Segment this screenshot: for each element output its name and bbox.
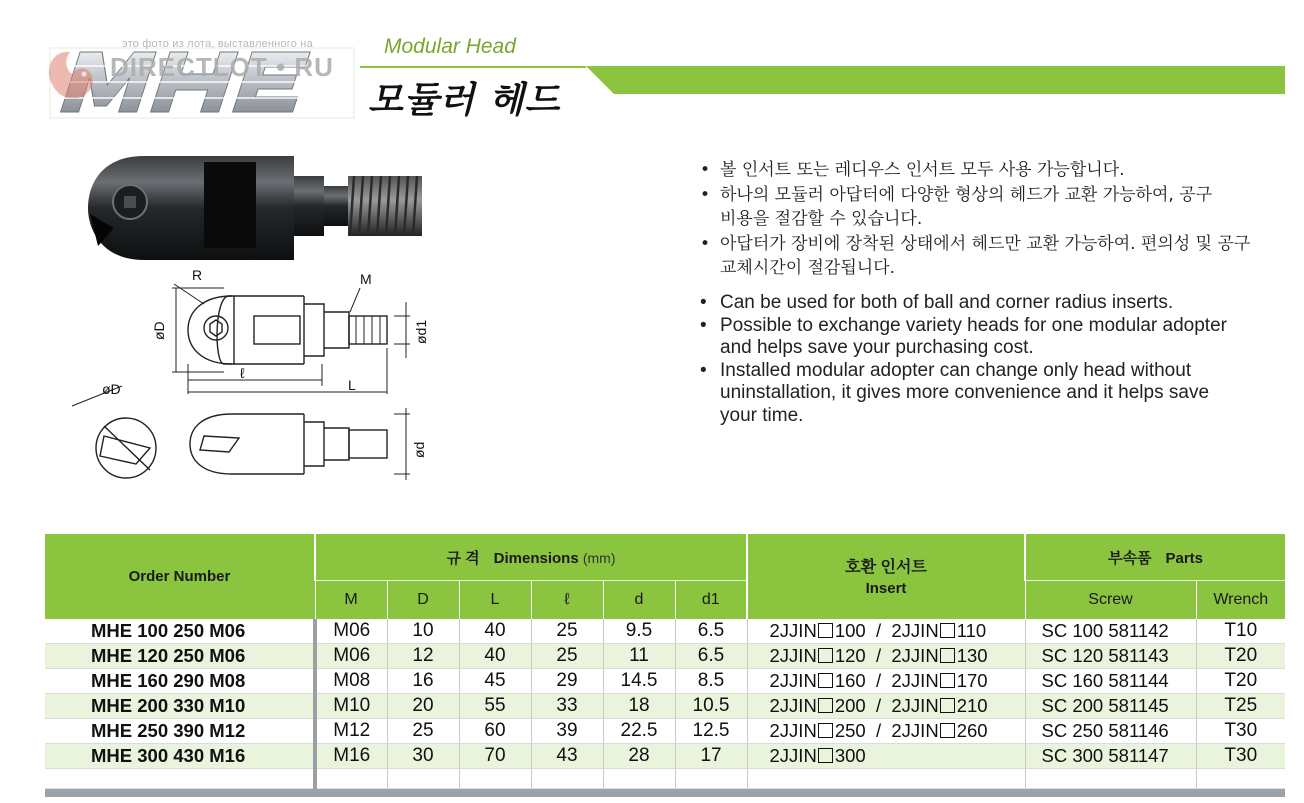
col-wrench-header: Wrench — [1196, 581, 1285, 619]
cell-l: 43 — [531, 744, 603, 769]
page-title: 모듈러 헤드 — [368, 80, 561, 121]
cell-order-number: MHE 200 330 M10 — [45, 694, 315, 719]
table-row — [45, 619, 1285, 644]
table-row-blank — [45, 769, 1285, 789]
insert-a-code: 300 — [834, 745, 866, 766]
cell-order-number: MHE 250 390 M12 — [45, 719, 315, 744]
insert-a-name: 2JJIN — [769, 670, 817, 691]
cell-d1: 6.5 — [675, 619, 747, 644]
insert-placeholder-box-icon — [940, 623, 955, 638]
insert-b-name: 2JJIN — [891, 695, 939, 716]
cell-d: 20 — [387, 694, 459, 719]
col-d-header: D — [387, 581, 459, 619]
col-small-d-header: d — [603, 581, 675, 619]
insert-placeholder-box-icon — [940, 673, 955, 688]
table-row — [45, 694, 1285, 719]
table-row — [45, 719, 1285, 744]
col-l-header: ℓ — [531, 581, 603, 619]
cell-insert — [747, 644, 1025, 669]
label-dia-d: øD — [151, 321, 167, 340]
cell-d: 12 — [387, 644, 459, 669]
cell-small-d: 28 — [603, 744, 675, 769]
spec-table — [45, 533, 1285, 789]
cell-order-number: MHE 160 290 M08 — [45, 669, 315, 694]
insert-header — [747, 534, 1025, 619]
cell-l: 25 — [531, 619, 603, 644]
cell-l: 29 — [531, 669, 603, 694]
label-dia-d1: ød1 — [413, 319, 429, 344]
insert-separator: / — [875, 695, 882, 716]
cell-wrench: T30 — [1196, 744, 1285, 769]
feature-en-1: • Can be used for both of ball and corner radius inserts. — [698, 292, 1278, 315]
cell-insert — [747, 669, 1025, 694]
cell-screw: SC 160 581144 — [1025, 669, 1196, 694]
cell-m: M12 — [315, 719, 387, 744]
insert-a-code: 250 — [834, 720, 866, 741]
insert-separator: / — [875, 670, 882, 691]
insert-a-code: 160 — [834, 670, 866, 691]
dimensions-header-en: Dimensions — [493, 549, 579, 567]
cell-l: 33 — [531, 694, 603, 719]
cell-big-l: 70 — [459, 744, 531, 769]
cell-wrench: T20 — [1196, 669, 1285, 694]
feature-en-2: • Possible to exchange variety heads for one modular adopter and helps save your purchasing cost. — [698, 315, 1258, 360]
insert-placeholder-box-icon — [818, 623, 833, 638]
col-m-header: M — [315, 581, 387, 619]
feature-ko-2: • 하나의 모듈러 아답터에 다양한 형상의 헤드가 교환 가능하여, 공구비용을 절감할 수 있습니다. — [698, 183, 1218, 232]
cell-l: 25 — [531, 644, 603, 669]
insert-placeholder-box-icon — [940, 648, 955, 663]
insert-header-ko: 호환 인서트 — [845, 559, 927, 577]
insert-b-code: 130 — [956, 645, 988, 666]
table-row — [45, 744, 1285, 769]
cell-wrench: T20 — [1196, 644, 1285, 669]
cell-d1: 10.5 — [675, 694, 747, 719]
cell-order-number: MHE 120 250 M06 — [45, 644, 315, 669]
cell-m: M16 — [315, 744, 387, 769]
cell-big-l: 60 — [459, 719, 531, 744]
watermark-brand: DIRECTLOT • RU — [110, 52, 334, 82]
cell-big-l: 55 — [459, 694, 531, 719]
insert-placeholder-box-icon — [818, 698, 833, 713]
feature-en-3: • Installed modular adopter can change only head without uninstallation, it gives more convenience and it helps save your time. — [698, 360, 1238, 428]
cell-d: 25 — [387, 719, 459, 744]
insert-separator: / — [875, 720, 882, 741]
cell-insert — [747, 744, 1025, 769]
insert-a-name: 2JJIN — [769, 695, 817, 716]
insert-a-code: 120 — [834, 645, 866, 666]
cell-wrench: T25 — [1196, 694, 1285, 719]
insert-b-code: 210 — [956, 695, 988, 716]
cell-d1: 6.5 — [675, 644, 747, 669]
insert-a-name: 2JJIN — [769, 645, 817, 666]
insert-placeholder-box-icon — [818, 723, 833, 738]
insert-placeholder-box-icon — [818, 748, 833, 763]
insert-separator: / — [875, 619, 882, 641]
cell-d: 10 — [387, 619, 459, 644]
col-screw-header: Screw — [1025, 581, 1196, 619]
cell-small-d: 9.5 — [603, 619, 675, 644]
watermark-caption: это фото из лота, выставленного на — [122, 38, 313, 50]
label-dia-small-d: ød — [411, 441, 427, 458]
cell-order-number: MHE 300 430 M16 — [45, 744, 315, 769]
cell-small-d: 11 — [603, 644, 675, 669]
cell-screw: SC 120 581143 — [1025, 644, 1196, 669]
label-length-big-l: L — [348, 377, 356, 393]
cell-wrench: T10 — [1196, 619, 1285, 644]
cell-big-l: 40 — [459, 644, 531, 669]
insert-header-en: Insert — [865, 580, 907, 598]
cell-screw: SC 100 581142 — [1025, 619, 1196, 644]
cell-small-d: 22.5 — [603, 719, 675, 744]
features-korean — [698, 158, 1278, 281]
insert-placeholder-box-icon — [940, 723, 955, 738]
col-d1-header: d1 — [675, 581, 747, 619]
parts-header — [1025, 534, 1285, 581]
label-dia-end: øD — [102, 381, 121, 397]
label-length-l: ℓ — [240, 365, 245, 381]
parts-header-en: Parts — [1165, 549, 1204, 567]
feature-ko-1: • 볼 인서트 또는 레디우스 인서트 모두 사용 가능합니다. — [698, 158, 1278, 183]
cell-insert — [747, 719, 1025, 744]
cell-d: 30 — [387, 744, 459, 769]
cell-insert — [747, 694, 1025, 719]
label-r: R — [192, 268, 203, 283]
cell-m: M08 — [315, 669, 387, 694]
order-number-header: Order Number — [45, 534, 315, 619]
dimensions-unit: (mm) — [582, 549, 616, 566]
technical-drawing — [64, 268, 434, 498]
insert-b-name: 2JJIN — [891, 670, 939, 691]
cell-m: M06 — [315, 644, 387, 669]
col-big-l-header: L — [459, 581, 531, 619]
table-bottom-rule — [45, 789, 1285, 797]
insert-b-name: 2JJIN — [891, 645, 939, 666]
cell-d1: 12.5 — [675, 719, 747, 744]
insert-a-code: 200 — [834, 695, 866, 716]
cell-m: M10 — [315, 694, 387, 719]
label-m: M — [360, 271, 372, 287]
insert-b-code: 170 — [956, 670, 988, 691]
insert-b-code: 260 — [956, 720, 988, 741]
insert-placeholder-box-icon — [818, 673, 833, 688]
cell-order-number: MHE 100 250 M06 — [45, 619, 315, 644]
parts-header-ko: 부속품 — [1108, 549, 1152, 567]
insert-b-name: 2JJIN — [891, 720, 939, 741]
insert-b-name: 2JJIN — [891, 619, 939, 641]
table-row — [45, 669, 1285, 694]
cell-screw: SC 250 581146 — [1025, 719, 1196, 744]
insert-placeholder-box-icon — [940, 698, 955, 713]
features-english — [698, 292, 1278, 428]
cell-screw: SC 300 581147 — [1025, 744, 1196, 769]
cell-small-d: 18 — [603, 694, 675, 719]
cell-d1: 8.5 — [675, 669, 747, 694]
cell-insert — [747, 619, 1025, 644]
cell-big-l: 45 — [459, 669, 531, 694]
cell-d1: 17 — [675, 744, 747, 769]
insert-a-code: 100 — [834, 619, 866, 641]
feature-ko-3: • 아답터가 장비에 장착된 상태에서 헤드만 교환 가능하여. 편의성 및 공구 교체시간이 절감됩니다. — [698, 232, 1258, 281]
subtitle-en: Modular Head — [384, 35, 516, 58]
insert-a-name: 2JJIN — [769, 619, 817, 641]
insert-separator: / — [875, 645, 882, 666]
dimensions-header — [315, 534, 747, 581]
insert-a-name: 2JJIN — [769, 745, 817, 766]
cell-big-l: 40 — [459, 619, 531, 644]
insert-placeholder-box-icon — [818, 648, 833, 663]
cell-wrench: T30 — [1196, 719, 1285, 744]
insert-b-code: 110 — [956, 619, 987, 641]
table-row — [45, 644, 1285, 669]
dimensions-header-ko: 규 격 — [446, 549, 480, 567]
cell-m: M06 — [315, 619, 387, 644]
cell-small-d: 14.5 — [603, 669, 675, 694]
cell-l: 39 — [531, 719, 603, 744]
cell-d: 16 — [387, 669, 459, 694]
cell-screw: SC 200 581145 — [1025, 694, 1196, 719]
product-photo — [84, 150, 429, 270]
insert-a-name: 2JJIN — [769, 720, 817, 741]
